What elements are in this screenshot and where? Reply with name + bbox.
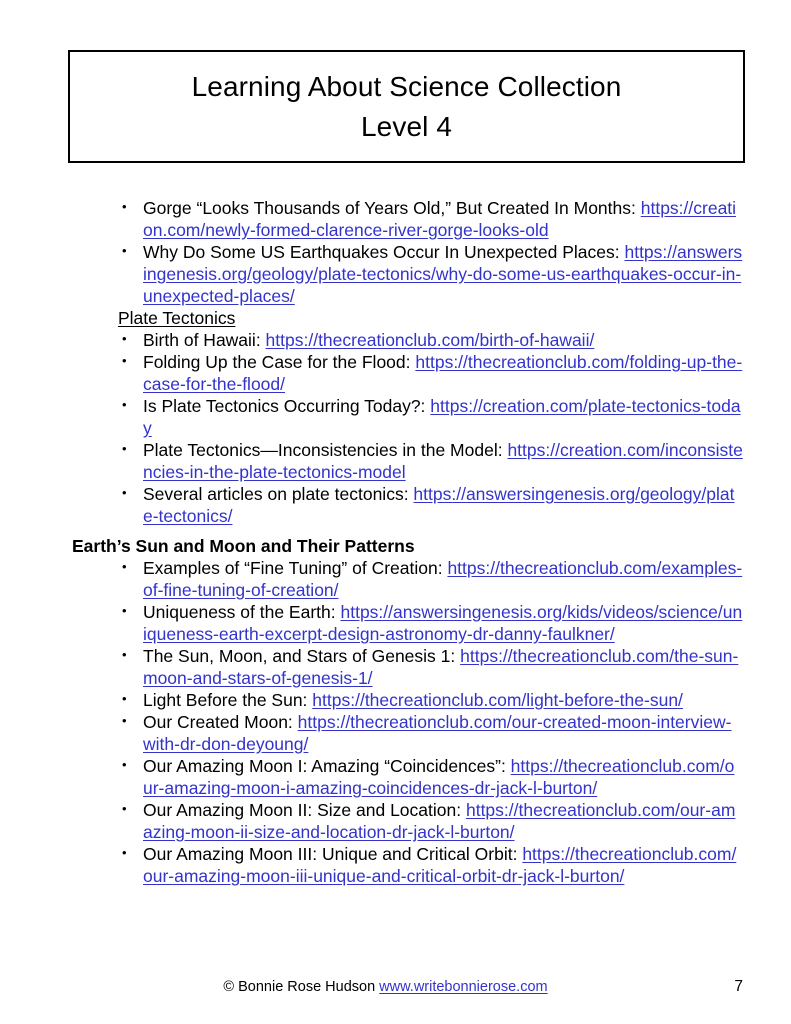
resource-link[interactable]: https://thecreationclub.com/our-amazing-moon-i-amazing-coincidences-dr-jack-l-burton/ — [143, 756, 735, 798]
resource-list-earths-sun-and-moon — [0, 557, 791, 887]
resource-link[interactable]: https://answersingenesis.org/geology/plate-tectonics/ — [143, 484, 735, 526]
footer-credit — [0, 977, 791, 997]
resource-label: The Sun, Moon, and Stars of Genesis 1: — [143, 646, 461, 666]
list-item — [0, 843, 791, 887]
list-item — [0, 197, 791, 241]
list-item — [0, 557, 791, 601]
list-item — [0, 601, 791, 645]
list-item — [0, 395, 791, 439]
resource-label: Our Created Moon: — [143, 712, 298, 732]
resource-label: Why Do Some US Earthquakes Occur In Unexpected Places: — [143, 242, 625, 262]
resource-link[interactable]: https://creation.com/plate-tectonics-today — [143, 396, 741, 438]
resource-label: Is Plate Tectonics Occurring Today?: — [143, 396, 431, 416]
resource-label: Our Amazing Moon I: Amazing “Coincidences”: — [143, 756, 511, 776]
resource-label: Folding Up the Case for the Flood: — [143, 352, 416, 372]
section-heading-earths-sun-and-moon: Earth’s Sun and Moon and Their Patterns — [72, 536, 415, 556]
resource-label: Light Before the Sun: — [143, 690, 313, 710]
resource-list-continued-geology — [0, 197, 791, 307]
list-item — [0, 799, 791, 843]
title-box — [68, 50, 745, 163]
resource-label: Our Amazing Moon III: Unique and Critical Orbit: — [143, 844, 523, 864]
resource-link[interactable]: https://thecreationclub.com/examples-of-fine-tuning-of-creation/ — [143, 558, 743, 600]
list-item — [0, 711, 791, 755]
list-item — [0, 689, 791, 711]
resource-label: Gorge “Looks Thousands of Years Old,” But Created In Months: — [143, 198, 641, 218]
resource-link[interactable]: https://thecreationclub.com/folding-up-the-case-for-the-flood/ — [143, 352, 743, 394]
resource-label: Plate Tectonics—Inconsistencies in the Model: — [143, 440, 508, 460]
list-item — [0, 755, 791, 799]
resource-link[interactable]: https://thecreationclub.com/our-amazing-moon-ii-size-and-location-dr-jack-l-burton/ — [143, 800, 736, 842]
resource-link[interactable]: https://answersingenesis.org/kids/videos/science/uniqueness-earth-excerpt-design-astronomy-dr-danny-faulkner/ — [143, 602, 743, 644]
resource-link[interactable]: https://thecreationclub.com/light-before-the-sun/ — [312, 690, 683, 710]
resource-label: Our Amazing Moon II: Size and Location: — [143, 800, 466, 820]
document-title: Learning About Science Collection — [191, 70, 622, 102]
list-item — [0, 329, 791, 351]
page-number: 7 — [734, 978, 743, 995]
resource-label: Uniqueness of the Earth: — [143, 602, 341, 622]
resource-link[interactable]: https://thecreationclub.com/the-sun-moon-and-stars-of-genesis-1/ — [143, 646, 739, 688]
resource-link[interactable]: https://thecreationclub.com/our-amazing-moon-iii-unique-and-critical-orbit-dr-jack-l-burton/ — [143, 844, 737, 886]
document-body — [0, 197, 791, 887]
resource-link[interactable]: https://creation.com/newly-formed-clarence-river-gorge-looks-old — [143, 198, 737, 240]
resource-link[interactable]: https://answersingenesis.org/geology/plate-tectonics/why-do-some-us-earthquakes-occur-in-unexpected-places/ — [143, 242, 743, 306]
document-subtitle-level: Level 4 — [361, 110, 452, 142]
resource-link[interactable]: https://thecreationclub.com/our-created-moon-interview-with-dr-don-deyoung/ — [143, 712, 732, 754]
resource-link[interactable]: https://creation.com/inconsistencies-in-the-plate-tectonics-model — [143, 440, 743, 482]
footer-website-link[interactable]: www.writebonnierose.com — [379, 979, 548, 995]
list-item — [0, 483, 791, 527]
resource-label: Examples of “Fine Tuning” of Creation: — [143, 558, 448, 578]
list-item — [0, 645, 791, 689]
resource-label: Several articles on plate tectonics: — [143, 484, 414, 504]
section-heading-plate-tectonics: Plate Tectonics — [118, 308, 236, 328]
page-footer — [0, 977, 791, 1001]
footer-copyright-text: © Bonnie Rose Hudson — [223, 979, 380, 995]
list-item — [0, 241, 791, 307]
list-item — [0, 351, 791, 395]
resource-link[interactable]: https://thecreationclub.com/birth-of-hawaii/ — [265, 330, 595, 350]
resource-list-plate-tectonics — [0, 329, 791, 527]
resource-label: Birth of Hawaii: — [143, 330, 266, 350]
list-item — [0, 439, 791, 483]
